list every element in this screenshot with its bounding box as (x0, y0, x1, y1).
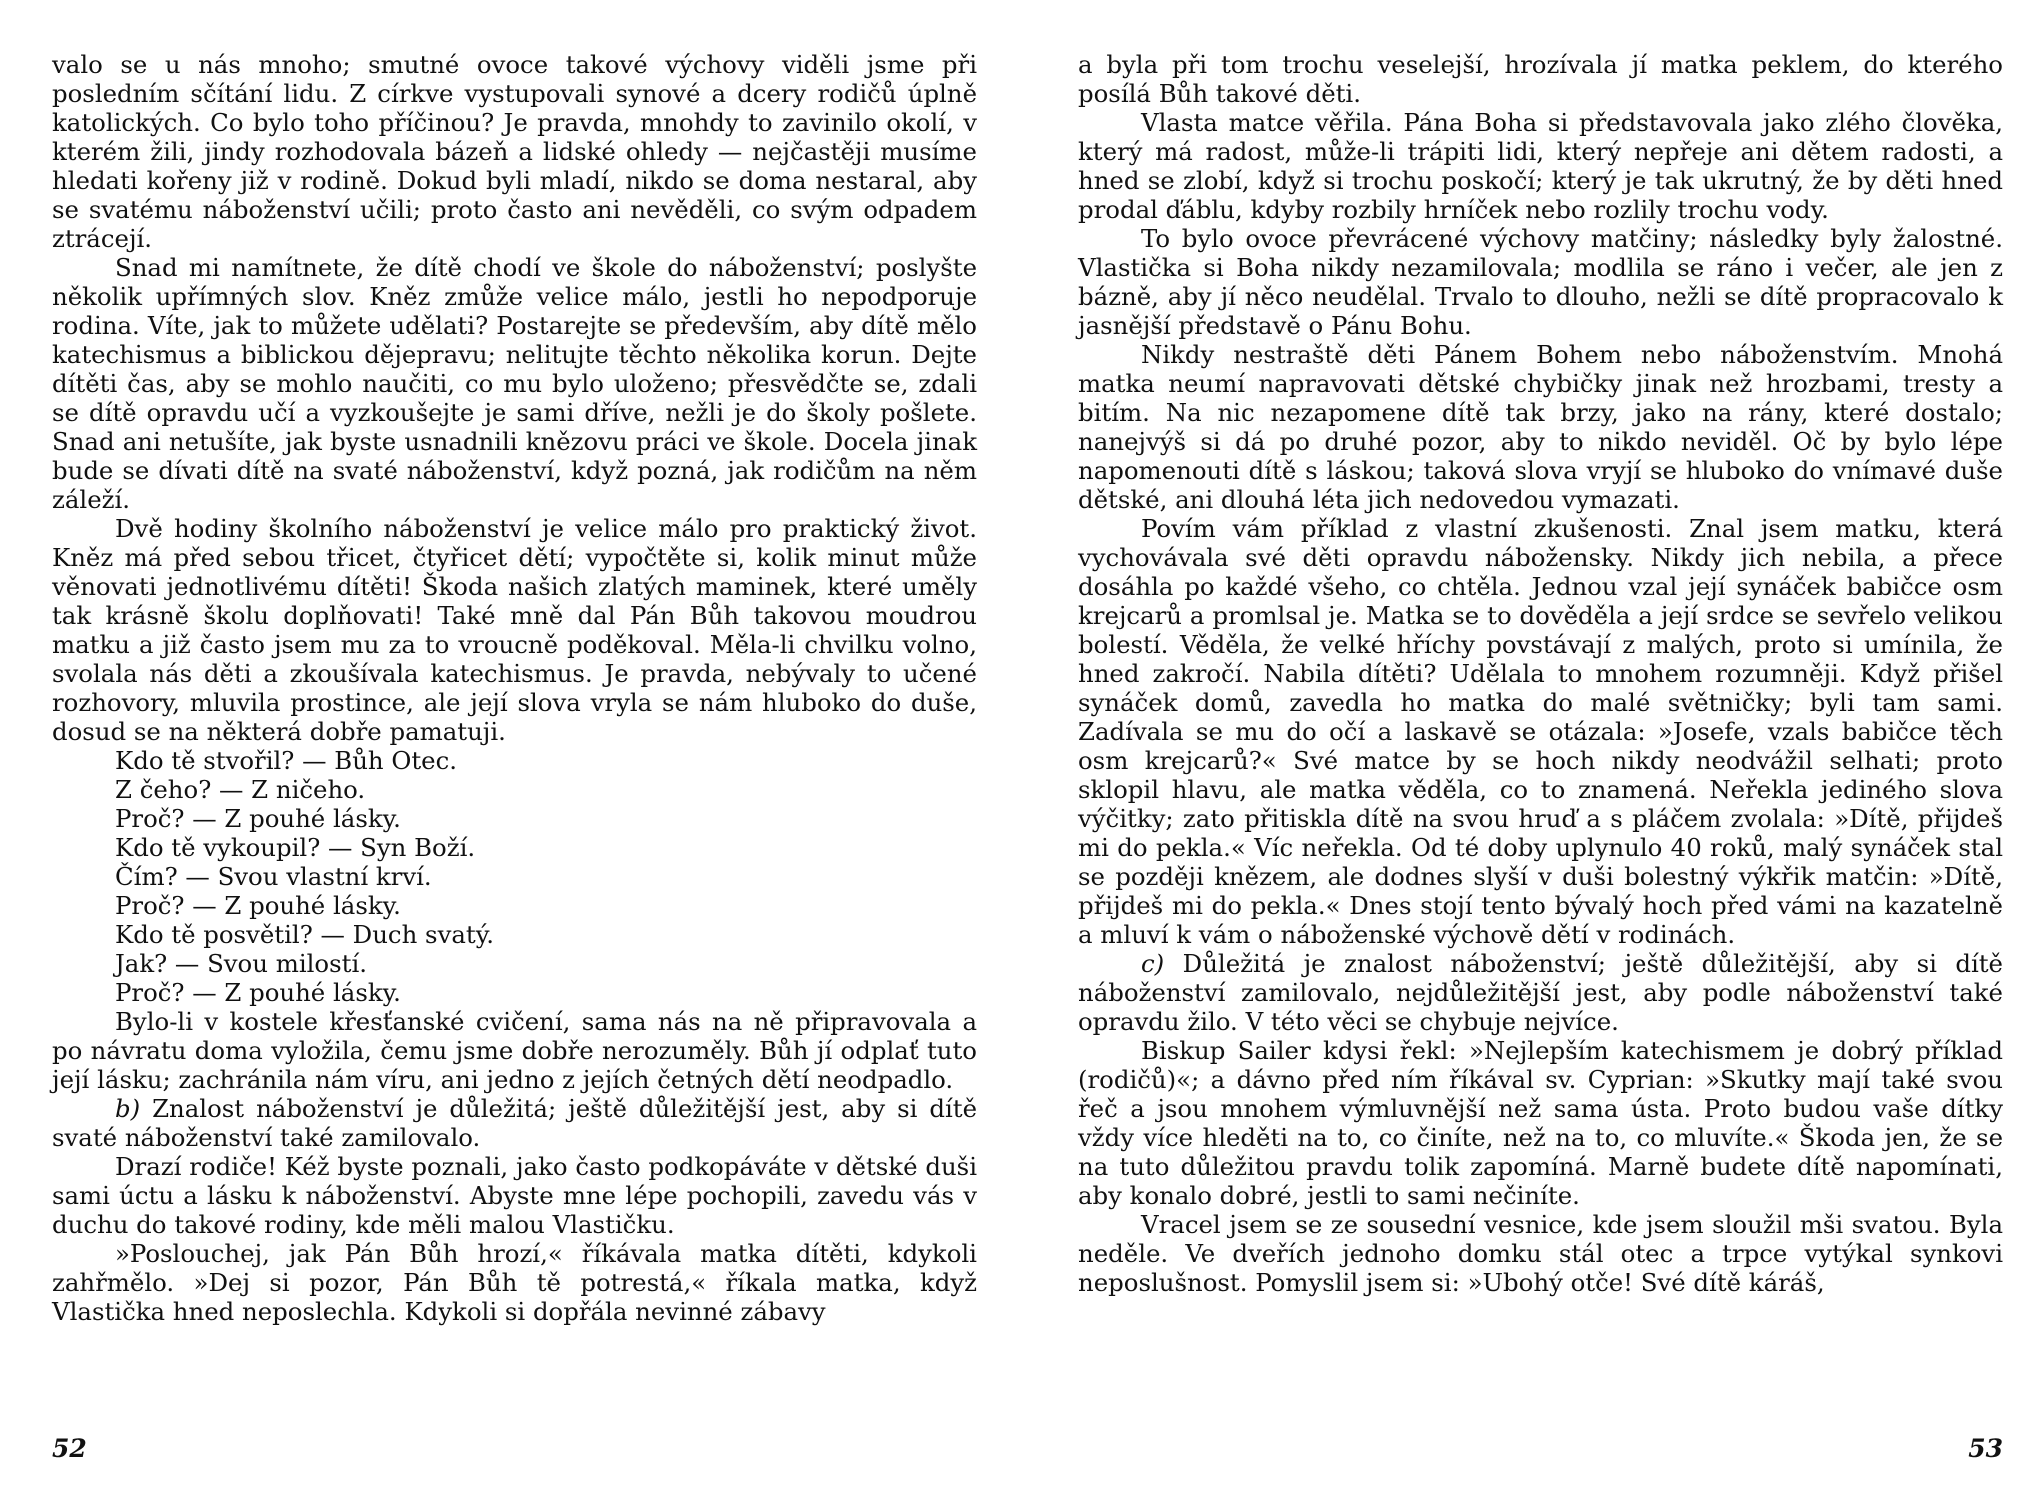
paragraph: Nikdy nestraště děti Pánem Bohem nebo náboženstvím. Mnohá matka neumí napravovati dětské chybičky jinak než hrozbami, tresty a bitím. Na nic nezapomene dítě tak brzy, jako na rány, které dostalo; nanejvýš si dá po druhé pozor, aby to nikdo neviděl. Oč by bylo lépe napomenouti dítě s láskou; taková slova vryjí se hluboko do vnímavé duše dětské, ani dlouhá léta jich nedovedou vymazati. (1078, 340, 2003, 514)
left-page-text (52, 50, 977, 1326)
paragraph: Drazí rodiče! Kéž byste poznali, jako často podkopáváte v dětské duši sami úctu a lásku k náboženství. Abyste mne lépe pochopili, zavedu vás v duchu do takové rodiny, kde měli malou Vlastičku. (52, 1152, 977, 1239)
right-page (1078, 50, 2003, 1463)
catechism-line: Čím? — Svou vlastní krví. (115, 862, 432, 891)
catechism-line: Proč? — Z pouhé lásky. (115, 891, 401, 920)
page-number: 53 (1968, 1434, 2003, 1463)
paragraph: Bylo-li v kostele křesťanské cvičení, sama nás na ně připravovala a po návratu doma vyložila, čemu jsme dobře nerozuměly. Bůh jí odplať tuto její lásku; zachránila nám víru, ani jedno z jejích četných dětí neodpadlo. (52, 1007, 977, 1094)
paragraph: To bylo ovoce převrácené výchovy matčiny; následky byly žalostné. Vlastička si Boha nikdy nezamilovala; modlila se ráno i večer, ale jen z bázně, aby jí něco neudělal. Trvalo to dlouho, nežli se dítě propracovalo k jasnější představě o Pánu Bohu. (1078, 224, 2003, 340)
catechism-line: Kdo tě vykoupil? — Syn Boží. (115, 833, 476, 862)
paragraph: Vlasta matce věřila. Pána Boha si představovala jako zlého člověka, který má radost, může-li trápiti lidi, který nepřeje ani dětem radosti, a hned se zlobí, když si trochu poskočí; který je tak ukrutný, že by děti hned prodal ďáblu, kdyby rozbily hrníček nebo rozlily trochu vody. (1078, 108, 2003, 224)
paragraph: a byla při tom trochu veselejší, hrozívala jí matka peklem, do kterého posílá Bůh takové děti. (1078, 50, 2003, 108)
paragraph-text: Znalost náboženství je důležitá; ještě důležitější jest, aby si dítě svaté náboženství také zamilovalo. (52, 1094, 977, 1152)
paragraph-text: Důležitá je znalost náboženství; ještě důležitější, aby si dítě náboženství zamilovalo, nejdůležitější jest, aby podle náboženství také opravdu žilo. V této věci se chybuje nejvíce. (1078, 949, 2003, 1036)
catechism-line: Proč? — Z pouhé lásky. (115, 978, 401, 1007)
paragraph: Vracel jsem se ze sousední vesnice, kde jsem sloužil mši svatou. Byla neděle. Ve dveřích jednoho domku stál otec a trpce vytýkal synkovi neposlušnost. Pomyslil jsem si: »Ubohý otče! Své dítě káráš, (1078, 1210, 2003, 1297)
catechism-line: Z čeho? — Z ničeho. (115, 775, 366, 804)
paragraph: Biskup Sailer kdysi řekl: »Nejlepším katechismem je dobrý příklad (rodičů)«; a dávno před ním říkával sv. Cyprian: »Skutky mají také svou řeč a jsou mnohem výmluvnější než sama ústa. Proto budou vaše dítky vždy více hleděti na to, co činíte, než na to, co mluvíte.« Škoda jen, že se na tuto důležitou pravdu tolik zapomíná. Marně budete dítě napomínati, aby konalo dobré, jestli to sami nečiníte. (1078, 1036, 2003, 1210)
left-page (52, 50, 977, 1463)
paragraph: »Poslouchej, jak Pán Bůh hrozí,« říkávala matka dítěti, kdykoli zahřmělo. »Dej si pozor, Pán Bůh tě potrestá,« říkala matka, když Vlastička hned neposlechla. Kdykoli si dopřála nevinné zábavy (52, 1239, 977, 1326)
paragraph-b (52, 1094, 977, 1152)
catechism-line: Proč? — Z pouhé lásky. (115, 804, 401, 833)
section-marker: b) (115, 1094, 141, 1123)
paragraph: valo se u nás mnoho; smutné ovoce takové výchovy viděli jsme při posledním sčítání lidu. Z církve vystupovali synové a dcery rodičů úplně katolických. Co bylo toho příčinou? Je pravda, mnohdy to zavinilo okolí, v kterém žili, jindy rozhodovala bázeň a lidské ohledy — nejčastěji musíme hledati kořeny již v rodině. Dokud byli mladí, nikdo se doma nestaral, aby se svatému náboženství učili; proto často ani nevěděli, co svým odpadem ztrácejí. (52, 50, 977, 253)
catechism-line: Kdo tě stvořil? — Bůh Otec. (115, 746, 458, 775)
paragraph: Povím vám příklad z vlastní zkušenosti. Znal jsem matku, která vychovávala své děti opravdu nábožensky. Nikdy jich nebila, a přece dosáhla po každé všeho, co chtěla. Jednou vzal její synáček babičce osm krejcarů a promlsal je. Matka se to dověděla a její srdce se sevřelo velikou bolestí. Věděla, že velké hříchy povstávají z malých, proto si umínila, že hned zakročí. Nabila dítěti? Udělala to mnohem rozumněji. Když přišel synáček domů, zavedla ho matka do malé světničky; byli tam sami. Zadívala se mu do očí a laskavě se otázala: »Josefe, vzals babičce těch osm krejcarů?« Své matce by se hoch nikdy neodvážil selhati; proto sklopil hlavu, ale matka věděla, co to znamená. Neřekla jediného slova výčitky; zato přitiskla dítě na svou hruď a s pláčem zvolala: »Dítě, přijdeš mi do pekla.« Víc neřekla. Od té doby uplynulo 40 roků, malý synáček stal se později knězem, ale dodnes slyší v duši bolestný výkřik matčin: »Dítě, přijdeš mi do pekla.« Dnes stojí tento bývalý hoch před vámi na kazatelně a mluví k vám o náboženské výchově dětí v rodinách. (1078, 514, 2003, 949)
paragraph-c (1078, 949, 2003, 1036)
catechism-line: Jak? — Svou milostí. (115, 949, 367, 978)
paragraph: Snad mi namítnete, že dítě chodí ve škole do náboženství; poslyšte několik upřímných slov. Kněz zmůže velice málo, jestli ho nepodporuje rodina. Víte, jak to můžete udělati? Postarejte se především, aby dítě mělo katechismus a biblickou dějepravu; nelitujte těchto několika korun. Dejte dítěti čas, aby se mohlo naučiti, co mu bylo uloženo; přesvědčte se, zdali se dítě opravdu učí a vyzkoušejte je sami dříve, nežli je do školy pošlete. Snad ani netušíte, jak byste usnadnili knězovu práci ve škole. Docela jinak bude se dívati dítě na svaté náboženství, když pozná, jak rodičům na něm záleží. (52, 253, 977, 514)
section-marker: c) (1141, 949, 1165, 978)
page-number: 52 (52, 1434, 87, 1463)
right-page-text (1078, 50, 2003, 1297)
catechism-line: Kdo tě posvětil? — Duch svatý. (115, 920, 494, 949)
paragraph: Dvě hodiny školního náboženství je velice málo pro praktický život. Kněz má před sebou třicet, čtyřicet dětí; vypočtěte si, kolik minut může věnovati jednotlivému dítěti! Škoda našich zlatých maminek, které uměly tak krásně školu doplňovati! Také mně dal Pán Bůh takovou moudrou matku a již často jsem mu za to vroucně poděkoval. Měla-li chvilku volno, svolala nás děti a zkoušívala katechismus. Je pravda, nebývaly to učené rozhovory, mluvila prostince, ale její slova vryla se nám hluboko do duše, dosud se na některá dobře pamatuji. (52, 514, 977, 746)
